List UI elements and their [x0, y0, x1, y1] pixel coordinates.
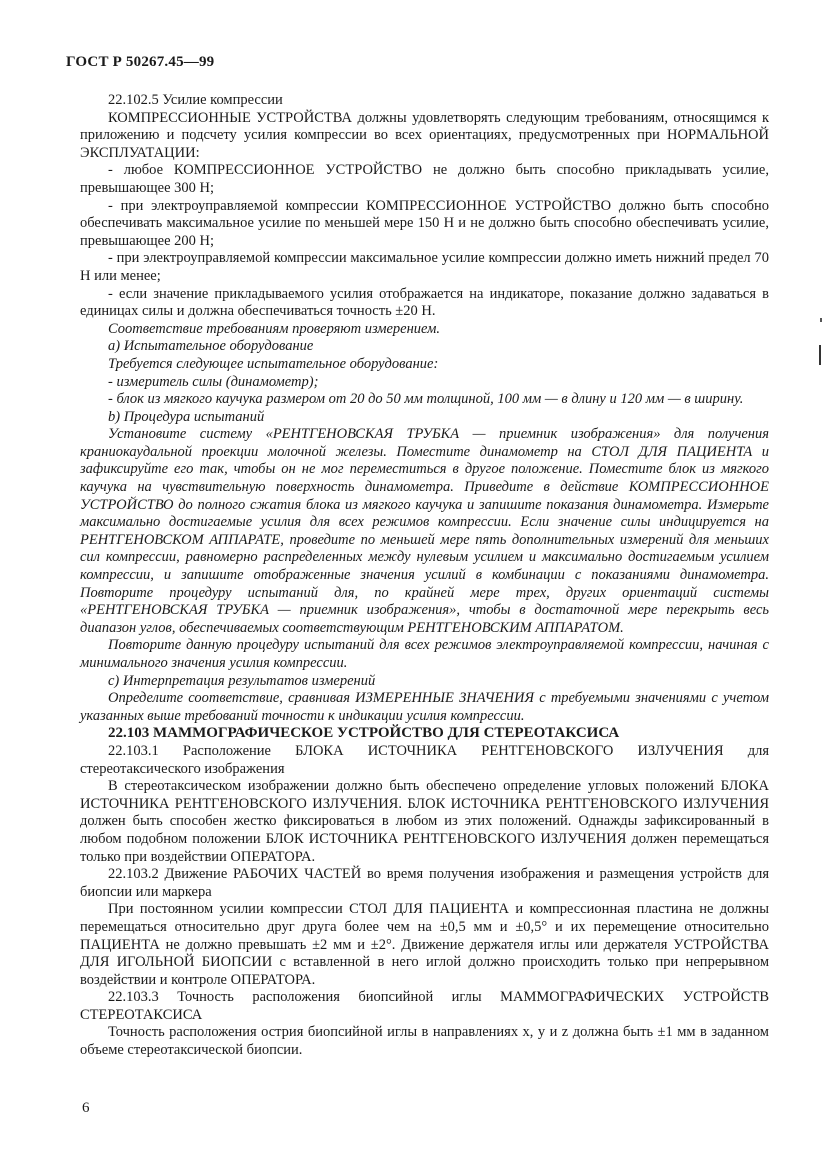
subsection-title: a) Испытательное оборудование	[108, 338, 314, 355]
section-heading: 22.103 МАММОГРАФИЧЕСКОЕ УСТРОЙСТВО ДЛЯ СТЕРЕОТАКСИСА	[108, 725, 620, 742]
subsection-title: 22.103.1 Расположение БЛОКА ИСТОЧНИКА РЕНТГЕНОВСКОГО ИЗЛУЧЕНИЯ для стереотаксического изображения	[80, 742, 769, 777]
scan-artifact	[819, 345, 821, 365]
paragraph: При постоянном усилии компрессии СТОЛ ДЛЯ ПАЦИЕНТА и компрессионная пластина не должны перемещаться относительно друг друга более чем на ±0,5 мм и ±0,5° и их перемещение относительно ПАЦИЕНТА не должно превышать ±2 мм и ±2°. Движение держателя иглы или держателя УСТРОЙСТВА ДЛЯ ИГОЛЬНОЙ БИОПСИИ с вставленной в него иглой должно происходить только при непрерывном воздействии и контроле ОПЕРАТОРА.	[80, 901, 769, 988]
list-item: - при электроуправляемой компрессии максимальное усилие компрессии должно иметь нижний предел 70 Н или менее;	[80, 250, 769, 284]
subsection-title: 22.103.3 Точность расположения биопсийной иглы МАММОГРАФИЧЕСКИХ УСТРОЙСТВ СТЕРЕОТАКСИСА	[80, 989, 769, 1023]
paragraph: Требуется следующее испытательное оборудование:	[108, 355, 439, 372]
list-item: - измеритель силы (динамометр);	[108, 373, 319, 390]
paragraph: Точность расположения острия биопсийной иглы в направлениях x, y и z должна быть ±1 мм в заданном объеме стереотаксической биопсии.	[80, 1024, 769, 1059]
subsection-title: c) Интерпретация результатов измерений	[108, 672, 376, 689]
list-item: - любое КОМПРЕССИОННОЕ УСТРОЙСТВО не должно быть способно прикладывать усилие, превышающее 300 Н;	[80, 162, 769, 196]
document-header: ГОСТ Р 50267.45—99	[66, 54, 215, 70]
paragraph: 22.102.5 Усилие компрессии	[108, 92, 283, 108]
page-number: 6	[82, 1100, 90, 1116]
paragraph: Повторите данную процедуру испытаний для всех режимов электроуправляемой компрессии, начиная с минимального значения усилия компрессии.	[80, 637, 769, 671]
document-body	[80, 92, 769, 1060]
paragraph: В стереотаксическом изображении должно быть обеспечено определение угловых положений БЛОКА ИСТОЧНИКА РЕНТГЕНОВСКОГО ИЗЛУЧЕНИЯ. БЛОК ИСТОЧНИКА РЕНТГЕНОВСКОГО ИЗЛУЧЕНИЯ должен быть способен жестко фиксироваться в любом из этих положений. Однажды зафиксированный в любом подобном положении БЛОК ИСТОЧНИКА РЕНТГЕНОВСКОГО ИЗЛУЧЕНИЯ должен перемещаться только при воздействии ОПЕРАТОРА.	[80, 778, 769, 865]
list-item: - при электроуправляемой компрессии КОМПРЕССИОННОЕ УСТРОЙСТВО должно быть способно обеспечивать максимальное усилие по меньшей мере 150 Н и не должно быть способно обеспечивать усилие, превышающее 200 Н;	[80, 197, 769, 249]
list-item: - блок из мягкого каучука размером от 20 до 50 мм толщиной, 100 мм — в длину и 120 мм — в ширину.	[108, 391, 744, 408]
paragraph: Установите систему «РЕНТГЕНОВСКАЯ ТРУБКА — приемник изображения» для получения краниокаудальной проекции молочной железы. Поместите динамометр на СТОЛ ДЛЯ ПАЦИЕНТА и зафиксируйте его так, чтобы он не мог переместиться в другое положение. Поместите блок из мягкого каучука на чувствительную поверхность динамометра. Приведите в действие КОМПРЕССИОННОЕ УСТРОЙСТВО до полного сжатия блока из мягкого каучука и запишите показания динамометра. Измерьте максимально достигаемые усилия для всех режимов компрессии. Если значение силы индицируется на РЕНТГЕНОВСКОМ АППАРАТЕ, проведите по меньшей мере пять дополнительных измерений для меньших сил компрессии, равномерно распределенных между нулевым усилием и максимально достигаемым усилием компрессии, и запишите отображенные значения усилий в комбинации с показаниями динамометра. Повторите процедуру испытаний для, по крайней мере трех, других ориентаций системы «РЕНТГЕНОВСКАЯ ТРУБКА — приемник изображения», чтобы в достаточной мере перекрыть весь диапазон углов, обеспечиваемых соответствующим РЕНТГЕНОВСКИМ АППАРАТОМ.	[80, 426, 769, 636]
paragraph: Соответствие требованиям проверяют измерением.	[108, 320, 441, 337]
subsection-title: b) Процедура испытаний	[108, 408, 265, 425]
scan-artifact	[820, 318, 822, 322]
subsection-title: 22.103.2 Движение РАБОЧИХ ЧАСТЕЙ во время получения изображения и размещения устройств для биопсии или маркера	[80, 866, 769, 900]
paragraph: Определите соответствие, сравнивая ИЗМЕРЕННЫЕ ЗНАЧЕНИЯ с требуемыми значениями с учетом указанных выше требований точности к индикации усилия компрессии.	[80, 690, 769, 724]
list-item: - если значение прикладываемого усилия отображается на индикаторе, показание должно задаваться в единицах силы и должна обеспечиваться точность ±20 Н.	[80, 285, 769, 320]
paragraph: КОМПРЕССИОННЫЕ УСТРОЙСТВА должны удовлетворять следующим требованиям, относящимся к приложению и подсчету усилия компрессии во всех ориентациях, предусмотренных при НОРМАЛЬНОЙ ЭКСПЛУАТАЦИИ:	[80, 109, 769, 161]
